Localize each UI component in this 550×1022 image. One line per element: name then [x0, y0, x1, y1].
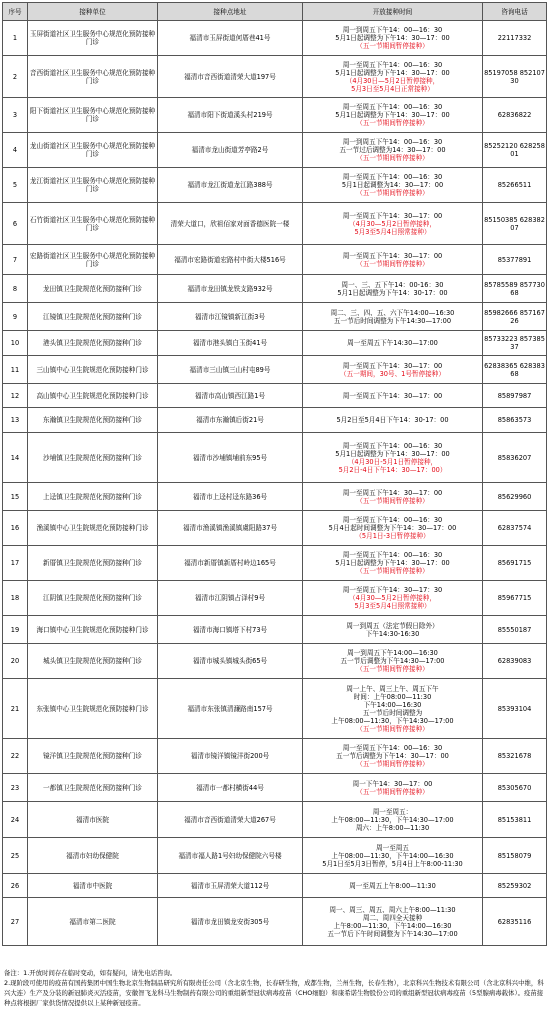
- phone: 22117332: [483, 21, 547, 56]
- phone: 85863573: [483, 408, 547, 433]
- phone: 85785589 85773068: [483, 275, 547, 303]
- table-header-row: [3, 3, 547, 21]
- phone: 85550187: [483, 616, 547, 644]
- unit-name: 上迳镇卫生院规范化预防接种门诊: [28, 483, 158, 511]
- header-address: 接种点地址: [158, 3, 303, 21]
- address: 福清市阳下街道溪头村219号: [158, 98, 303, 133]
- table-row: [3, 433, 547, 483]
- time-line: 周二、三、四、五、六下午14:00—16:30: [330, 308, 455, 317]
- phone: 62835116: [483, 898, 547, 946]
- vaccination-schedule-table: [2, 2, 547, 946]
- row-number: 7: [3, 245, 28, 275]
- unit-name: 龙江街道社区卫生服务中心规范化预防接种门诊: [28, 168, 158, 203]
- address: 福清市宏路街道宏路村中街大楼516号: [158, 245, 303, 275]
- time-line: 周一至周五下午14：30—17：00: [342, 251, 443, 260]
- row-number: 25: [3, 838, 28, 874]
- open-time: [303, 245, 483, 275]
- suspension-notice: （5月1日-3日暂停接种）: [355, 532, 430, 540]
- suspension-notice: 5月3至5月4日照常接种）: [354, 602, 431, 610]
- address: 福清市龙江街道龙江路388号: [158, 168, 303, 203]
- phone: 62837574: [483, 511, 547, 546]
- open-time: [303, 581, 483, 616]
- row-number: 27: [3, 898, 28, 946]
- unit-name: 东张镇中心卫生院规范化预防接种门诊: [28, 679, 158, 739]
- table-row: [3, 511, 547, 546]
- time-line: 周一至周五下午14：00—16：30: [342, 551, 443, 559]
- time-line: 五一节过后调整为14：30—17：00: [339, 146, 446, 154]
- suspension-notice: 5月3至5月4日照常接种）: [354, 227, 431, 236]
- row-number: 3: [3, 98, 28, 133]
- unit-name: 镜洋镇卫生院规范化预防接种门诊: [28, 739, 158, 774]
- row-number: 22: [3, 739, 28, 774]
- time-line: 下午14:00—16:30: [363, 700, 422, 709]
- unit-name: 宏路街道社区卫生服务中心规范化预防接种门诊: [28, 245, 158, 275]
- time-line: 周一至周五下午14：30—17：00: [342, 211, 443, 220]
- phone: 85197058 85210730: [483, 56, 547, 98]
- address: 福清市镜洋镇镜洋街200号: [158, 739, 303, 774]
- open-time: [303, 275, 483, 303]
- address: 福清市港头镇白玉街41号: [158, 331, 303, 356]
- time-line: 五一节后时间调整为下午14:30—17:00: [333, 316, 452, 325]
- row-number: 24: [3, 802, 28, 838]
- open-time: [303, 303, 483, 331]
- phone: 85153811: [483, 802, 547, 838]
- table-row: [3, 356, 547, 384]
- time-line: 上午8:00—11:30，下午14:00—16:30: [333, 921, 452, 930]
- time-line: 5月1日起调整为下午14：30—17：00: [335, 34, 450, 42]
- time-line: 周一、三、五下午14：00-16：30: [341, 280, 444, 289]
- row-number: 19: [3, 616, 28, 644]
- time-line: 5月1日至5月3日暂停，5月4日上午8:00-11:30: [322, 859, 463, 868]
- unit-name: 渔溪镇中心卫生院规范化预防接种门诊: [28, 511, 158, 546]
- time-line: 周一下午14：30—17：00: [352, 779, 433, 788]
- unit-name: 阳下街道社区卫生服务中心规范化预防接种门诊: [28, 98, 158, 133]
- phone: 85691715: [483, 546, 547, 581]
- time-line: 周一至周五上午8:00—11:30: [349, 881, 436, 890]
- unit-name: 三山镇中心卫生院规范化预防接种门诊: [28, 356, 158, 384]
- time-line: 周一至周五下午14：00—16：30: [342, 60, 443, 69]
- suspension-notice: （五一节期间暂停接种）: [356, 567, 429, 575]
- suspension-notice: （4月30日—5月2日暂停接种，: [345, 76, 440, 85]
- open-time: [303, 133, 483, 168]
- address: 福清市龙田镇龙铁支路932号: [158, 275, 303, 303]
- unit-name: 石竹街道社区卫生服务中心规范化预防接种门诊: [28, 203, 158, 245]
- time-line: 5月1日起调整为14：30—17：00: [341, 181, 444, 189]
- time-line: 周一、周三、周五、周六上午8:00—11:30: [329, 905, 456, 914]
- address: 福清市江阴镇占泽村9号: [158, 581, 303, 616]
- table-row: [3, 21, 547, 56]
- open-time: [303, 679, 483, 739]
- phone: 85158079: [483, 838, 547, 874]
- unit-name: 龙田镇卫生院规范化预防接种门诊: [28, 275, 158, 303]
- unit-name: 高山镇中心卫生院规范化预防接种门诊: [28, 384, 158, 408]
- open-time: [303, 838, 483, 874]
- open-time: [303, 739, 483, 774]
- row-number: 21: [3, 679, 28, 739]
- address: 福清市玉屏街道何厝巷41号: [158, 21, 303, 56]
- suspension-notice: （五一节期间暂停接种）: [356, 189, 429, 197]
- row-number: 13: [3, 408, 28, 433]
- address: 福清市新厝镇新厝村岭边165号: [158, 546, 303, 581]
- time-line: 周六：上午8:00—11:30: [355, 823, 430, 832]
- open-time: [303, 408, 483, 433]
- unit-name: 东瀚镇卫生院规范化预防接种门诊: [28, 408, 158, 433]
- address: 福清市渔溪镇渔溪镇虞阳路37号: [158, 511, 303, 546]
- address: 福清市上迳村迳东路36号: [158, 483, 303, 511]
- phone: 85321678: [483, 739, 547, 774]
- suspension-notice: 5月2日-4日下午14：30—17：00）: [338, 465, 447, 474]
- suspension-notice: 5月3日至5月4日正常接种）: [351, 84, 434, 93]
- time-line: 5月2日至5月4日下午14：30-17：00: [336, 416, 449, 424]
- open-time: [303, 203, 483, 245]
- table-row: [3, 331, 547, 356]
- open-time: [303, 616, 483, 644]
- address: 清荣大道口，欣祖佰家对面香德医院一楼: [158, 203, 303, 245]
- suspension-notice: （五一节期间暂停接种）: [356, 259, 429, 268]
- row-number: 8: [3, 275, 28, 303]
- address: 福清市沙埔镇埔前东95号: [158, 433, 303, 483]
- suspension-notice: （4月30—5月2日暂停接种，: [349, 594, 436, 602]
- row-number: 20: [3, 644, 28, 679]
- note-2: 2.现阶段可使用的疫苗有国药集团中国生物北京生物制品研究所有限责任公司（含北京生物，长春研生物，成都生物，兰州生物，长春生物），北京科兴生物技术有限公司（含北京科兴中维，科兴大连）生产及分装的新冠肺炎灭活疫苗，安徽智飞龙科马生物制药有限公司的重组新型冠状病毒疫苗（CHO细胞）和康希诺生物股份公司的重组新型冠状病毒疫苗（5型腺病毒载体）。疫苗接种点将根据厂家供货情况提供以上某种新冠疫苗。: [4, 979, 544, 1007]
- address: 福清市一都村横街44号: [158, 774, 303, 802]
- open-time: [303, 774, 483, 802]
- table-row: [3, 133, 547, 168]
- table-row: [3, 679, 547, 739]
- open-time: [303, 384, 483, 408]
- time-line: 周一至周五下午14：00—16：30: [342, 744, 443, 752]
- address: 福清市福人路1号妇幼保健院六号楼: [158, 838, 303, 874]
- row-number: 16: [3, 511, 28, 546]
- phone: 85393104: [483, 679, 547, 739]
- unit-name: 音西街道社区卫生服务中心规范化预防接种门诊: [28, 56, 158, 98]
- unit-name: 江阴镇卫生院规范化预防接种门诊: [28, 581, 158, 616]
- suspension-notice: （五一节期间暂停接种）: [356, 119, 429, 127]
- time-line: 周一至周五下午14：00—16：30: [342, 173, 443, 181]
- row-number: 14: [3, 433, 28, 483]
- suspension-notice: （五一节期间暂停接种）: [356, 787, 429, 796]
- open-time: [303, 98, 483, 133]
- address: 福清市江镜镇新江街3号: [158, 303, 303, 331]
- table-row: [3, 802, 547, 838]
- unit-name: 福清市中医院: [28, 874, 158, 898]
- header-open-time: 开放接种时间: [303, 3, 483, 21]
- table-row: [3, 546, 547, 581]
- unit-name: 沙埔镇卫生院规范化预防接种门诊: [28, 433, 158, 483]
- table-row: [3, 838, 547, 874]
- phone: 62839083: [483, 644, 547, 679]
- open-time: [303, 356, 483, 384]
- phone: 85897987: [483, 384, 547, 408]
- time-line: 五一节后下午时间调整为下午14:30—17:00: [327, 929, 458, 938]
- time-line: 周一到周五下午14：00—16：30: [342, 138, 443, 146]
- time-line: 周一至周五下午14：30—17：00: [342, 391, 443, 400]
- table-row: [3, 644, 547, 679]
- address: 福清市音西街道清荣大道197号: [158, 56, 303, 98]
- open-time: [303, 21, 483, 56]
- phone: 85982666 85716726: [483, 303, 547, 331]
- time-line: 周一至周五下午14：30—17：30: [342, 586, 443, 594]
- address: 福清市海口镇塔下村73号: [158, 616, 303, 644]
- unit-name: 一都镇卫生院规范化预防接种门诊: [28, 774, 158, 802]
- phone: 85967715: [483, 581, 547, 616]
- time-line: 5月1日起调整为下午14：30—17：00: [335, 559, 450, 567]
- time-line: 周二、周四全天接种: [362, 913, 423, 922]
- time-line: 5月4日起时间调整为下午14：30—17：00: [328, 524, 457, 532]
- open-time: [303, 168, 483, 203]
- time-line: 周一到周五下午14：00—16：30: [342, 26, 443, 34]
- row-number: 23: [3, 774, 28, 802]
- address: 福清市高山镇西江路1号: [158, 384, 303, 408]
- time-line: 周一至周五下午14：00—16：30: [342, 103, 443, 111]
- phone: 85377891: [483, 245, 547, 275]
- row-number: 6: [3, 203, 28, 245]
- notes: [4, 968, 546, 1008]
- row-number: 26: [3, 874, 28, 898]
- table-row: [3, 874, 547, 898]
- open-time: [303, 483, 483, 511]
- table-row: [3, 581, 547, 616]
- time-line: 5月1日起调整为下午14：30—17：00: [335, 449, 450, 458]
- time-line: 周一到周五（法定节假日除外）: [346, 621, 439, 630]
- row-number: 1: [3, 21, 28, 56]
- time-line: 周一至周五: [376, 843, 409, 852]
- row-number: 2: [3, 56, 28, 98]
- time-line: 五一节后调整为下午14:30—17:00: [340, 657, 445, 665]
- unit-name: 福清市妇幼保健院: [28, 838, 158, 874]
- time-line: 周一至周五下午14：30—17：00: [342, 361, 443, 370]
- row-number: 12: [3, 384, 28, 408]
- table-row: [3, 303, 547, 331]
- suspension-notice: （4月30日-5月1日暂停接种，: [347, 457, 438, 466]
- row-number: 15: [3, 483, 28, 511]
- suspension-notice: （4月30—5月2日暂停接种，: [349, 219, 436, 228]
- row-number: 18: [3, 581, 28, 616]
- address: 福清市音西街道清荣大道267号: [158, 802, 303, 838]
- unit-name: 海口镇中心卫生院规范化预防接种门诊: [28, 616, 158, 644]
- open-time: [303, 56, 483, 98]
- unit-name: 福清市第二医院: [28, 898, 158, 946]
- table-row: [3, 616, 547, 644]
- phone: 85733223 85738537: [483, 331, 547, 356]
- address: 福清市城头镇城头街65号: [158, 644, 303, 679]
- time-line: 周一上午、周三上午、周五下午: [346, 684, 439, 693]
- suspension-notice: （五一节期间暂停接种）: [356, 665, 429, 673]
- open-time: [303, 511, 483, 546]
- time-line: 五一节后时间调整为: [362, 708, 423, 717]
- time-line: 5月1日起调整为下午14：30—17：00: [335, 111, 450, 119]
- open-time: [303, 802, 483, 838]
- header-no: 序号: [3, 3, 28, 21]
- time-line: 下午14:30-16:30: [365, 629, 420, 638]
- suspension-notice: （五一期间，30号、1号暂停接种）: [340, 369, 445, 378]
- suspension-notice: （五一节期间暂停接种）: [356, 42, 429, 50]
- row-number: 10: [3, 331, 28, 356]
- header-phone: 咨询电话: [483, 3, 547, 21]
- open-time: [303, 898, 483, 946]
- suspension-notice: （五一节期间暂停接种）: [356, 760, 429, 768]
- suspension-notice: （五一节期间暂停接种）: [356, 496, 429, 505]
- address: 福清市龙田镇龙安街305号: [158, 898, 303, 946]
- table-row: [3, 245, 547, 275]
- unit-name: 福清市医院: [28, 802, 158, 838]
- phone: 62838365 62838368: [483, 356, 547, 384]
- unit-name: 江镜镇卫生院规范化预防接种门诊: [28, 303, 158, 331]
- open-time: [303, 546, 483, 581]
- time-line: 周一到周五下午14:00—16:30: [347, 649, 438, 657]
- row-number: 9: [3, 303, 28, 331]
- time-line: 周一至周五下午14：30—17：00: [342, 488, 443, 497]
- time-line: 周一至周五：: [372, 807, 413, 816]
- row-number: 11: [3, 356, 28, 384]
- address: 福清市三山镇三山村屯89号: [158, 356, 303, 384]
- table-row: [3, 384, 547, 408]
- row-number: 5: [3, 168, 28, 203]
- time-line: 五一节后调整为下午14：30—17：00: [336, 752, 449, 760]
- address: 福清市龙山街道芳亭路2号: [158, 133, 303, 168]
- phone: 85629960: [483, 483, 547, 511]
- open-time: [303, 433, 483, 483]
- header-unit: 接种单位: [28, 3, 158, 21]
- table-row: [3, 774, 547, 802]
- time-line: 周一至周五下午14：00—16：30: [342, 441, 443, 450]
- phone: 85836207: [483, 433, 547, 483]
- table-row: [3, 168, 547, 203]
- table-row: [3, 275, 547, 303]
- time-line: 5月1日起调整为下午14：30—17：00: [335, 68, 450, 77]
- open-time: [303, 331, 483, 356]
- time-line: 上午08:00—11:30，下午14:30—17:00: [331, 716, 454, 725]
- table-row: [3, 739, 547, 774]
- phone: 85266511: [483, 168, 547, 203]
- address: 福清市玉屏清荣大道112号: [158, 874, 303, 898]
- time-line: 时间：上午08:00—11:30: [353, 692, 432, 701]
- phone: 62836822: [483, 98, 547, 133]
- time-line: 5月1日起调整为下午14：30-17：00: [337, 288, 448, 297]
- table-row: [3, 408, 547, 433]
- unit-name: 龙山街道社区卫生服务中心规范化预防接种门诊: [28, 133, 158, 168]
- table-row: [3, 203, 547, 245]
- phone: 85259302: [483, 874, 547, 898]
- time-line: 上午08:00—11:30，下午14:00—16:30: [331, 851, 454, 860]
- phone: 85150385 62838207: [483, 203, 547, 245]
- row-number: 17: [3, 546, 28, 581]
- time-line: 周一至周五下午14:30—17:00: [347, 339, 438, 347]
- phone: 85252120 62825801: [483, 133, 547, 168]
- open-time: [303, 874, 483, 898]
- table-row: [3, 98, 547, 133]
- table-row: [3, 483, 547, 511]
- unit-name: 新厝镇卫生院规范化预防接种门诊: [28, 546, 158, 581]
- table-row: [3, 56, 547, 98]
- table-row: [3, 898, 547, 946]
- unit-name: 城头镇卫生院规范化预防接种门诊: [28, 644, 158, 679]
- unit-name: 港头镇卫生院规范化预防接种门诊: [28, 331, 158, 356]
- phone: 85305670: [483, 774, 547, 802]
- note-1: 备注：1.开放时间存在临时变动，如有疑问，请先电话咨询。: [4, 969, 177, 977]
- address: 福清市东张镇清濂路南157号: [158, 679, 303, 739]
- row-number: 4: [3, 133, 28, 168]
- time-line: 周一至周五下午14：00—16：30: [342, 516, 443, 524]
- open-time: [303, 644, 483, 679]
- table-body: [3, 21, 547, 946]
- address: 福清市东瀚镇后街21号: [158, 408, 303, 433]
- suspension-notice: （五一节期间暂停接种）: [356, 724, 429, 733]
- unit-name: 玉屏街道社区卫生服务中心规范化预防接种门诊: [28, 21, 158, 56]
- suspension-notice: （五一节期间暂停接种）: [356, 154, 429, 162]
- time-line: 上午08:00—11:30，下午14:30—17:00: [331, 815, 454, 824]
